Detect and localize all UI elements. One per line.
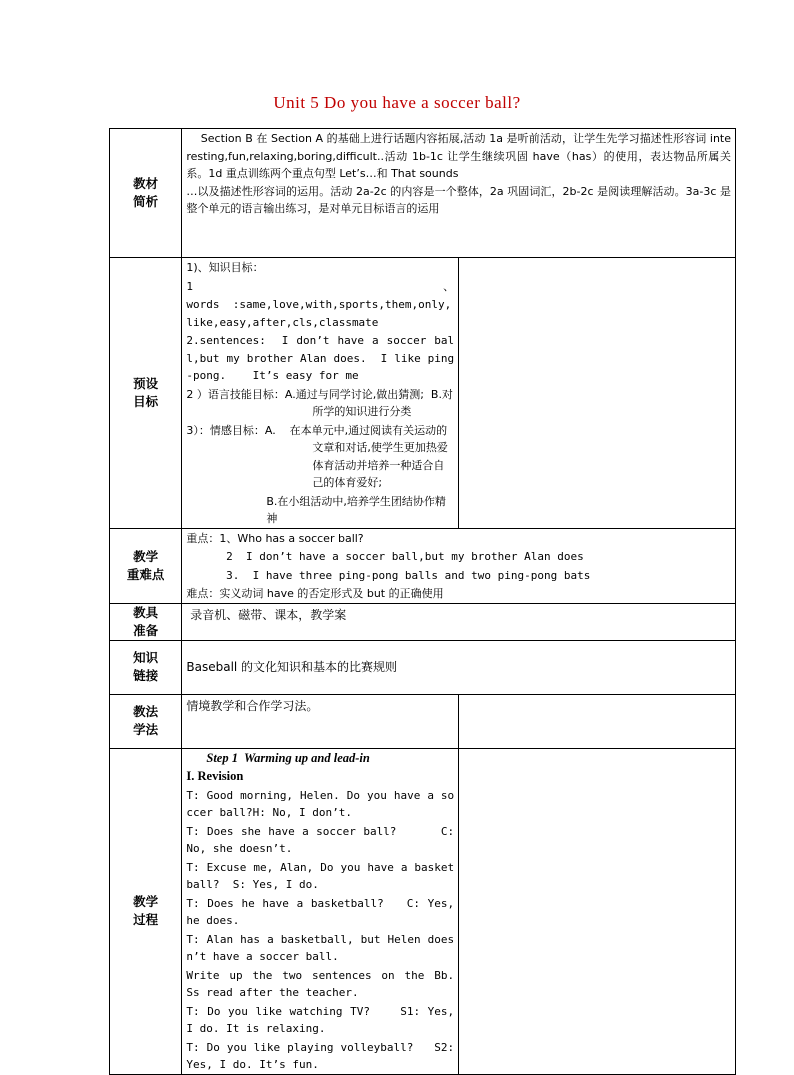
row-objectives — [110, 258, 736, 529]
key-point-line: 3. I have three ping-pong balls and two ping-pong bats — [186, 568, 591, 582]
row-label: 知识 链接 — [133, 650, 159, 683]
label-key-points — [110, 528, 182, 603]
objective-line: 3）：情感目标：A. 在本单元中,通过阅读有关运动的文章和对话,使学生更加热爱体育活动并培养一种适合自己的体育爱好; — [186, 423, 448, 489]
dialogue-line: T: Does she have a soccer ball? C: No, she doesn’t. — [186, 824, 461, 855]
objective-mark: 、 — [443, 279, 455, 293]
objective-line: words :same,love,with,sports,them,only,like,easy,after,cls,classmate — [186, 298, 452, 329]
row-key-points — [110, 528, 736, 603]
dialogue-line: T: Do you like watching TV? S1: Yes, I do. It is relaxing. — [186, 1004, 461, 1035]
row-label: 教学 重难点 — [126, 548, 165, 582]
row-methods — [110, 694, 736, 748]
objective-line: B.在小组活动中,培养学生团结协作精神 — [266, 494, 446, 525]
cell-key-points — [182, 528, 736, 603]
methods-text: 情境教学和合作学习法。 — [186, 698, 319, 713]
cell-knowledge — [182, 640, 736, 694]
lesson-plan-table — [109, 128, 736, 1075]
objective-number: 1 — [186, 279, 193, 293]
objective-line: 1)、知识目标： — [186, 261, 264, 274]
section-heading: I. Revision — [186, 769, 244, 783]
dialogue-line: T: Alan has a basketball, but Helen doesn’t have a soccer ball. — [186, 932, 455, 963]
row-label: 教材 简析 — [133, 176, 159, 209]
label-analysis — [110, 129, 182, 258]
label-materials — [110, 603, 182, 640]
cell-process — [182, 748, 481, 1074]
objective-line: 2.sentences: I don’t have a soccer ball,but my brother Alan does. I like ping-pong. It’s easy for me — [186, 334, 455, 382]
label-methods — [110, 694, 182, 748]
cell-objectives — [182, 258, 459, 529]
row-materials — [110, 603, 736, 640]
row-label: 教具 准备 — [133, 604, 159, 638]
dialogue-line: T: Does he have a basketball? C: Yes, he does. — [186, 896, 461, 927]
cell-objectives-extra — [459, 258, 736, 529]
key-point-line: 重点：1、Who has a soccer ball? — [186, 531, 364, 545]
label-process — [110, 748, 182, 1074]
row-label: 教学 过程 — [133, 894, 159, 927]
cell-process-extra — [459, 748, 736, 1074]
row-label: 教法 学法 — [133, 704, 159, 737]
page-title: Unit 5 Do you have a soccer ball? — [273, 93, 521, 112]
row-process — [110, 748, 736, 1074]
materials-text: 录音机、磁带、课本，教学案 — [186, 607, 347, 622]
row-label: 预设 目标 — [133, 375, 159, 409]
cell-analysis — [182, 129, 736, 258]
dialogue-line: Write up the two sentences on the Bb. Ss read after the teacher. — [186, 968, 481, 999]
process-lines — [182, 786, 481, 1074]
row-knowledge — [110, 640, 736, 694]
cell-materials — [182, 603, 736, 640]
key-point-line: 2 I don’t have a soccer ball,but my brother Alan does — [186, 550, 584, 563]
dialogue-line: T: Good morning, Helen. Do you have a soccer ball?H: No, I don’t. — [186, 788, 455, 819]
dialogue-line: T: Do you like playing volleyball? S2: Yes, I do. It’s fun. — [186, 1040, 461, 1071]
analysis-line: …以及描述性形容词的运用。活动 2a-2c 的内容是一个整体，2a 巩固词汇，2b-2c 是阅读理解活动。3a-3c 是整个单元的语言输出练习，是对单元目标语言的运用 — [186, 184, 731, 215]
label-objectives — [110, 258, 182, 529]
dialogue-line: T: Excuse me, Alan, Do you have a basketball? S: Yes, I do. — [186, 860, 455, 891]
row-analysis — [110, 129, 736, 258]
cell-methods-extra — [459, 694, 736, 748]
label-knowledge — [110, 640, 182, 694]
objective-line — [182, 277, 458, 296]
objective-line: 2 ）语言技能目标：A.通过与同学讨论,做出猜测; B.对所学的知识进行分类 — [186, 387, 453, 418]
analysis-line: Section B 在 Section A 的基础上进行话题内容拓展,活动 1a 是听前活动，让学生先学习描述性形容词 interesting,fun,relaxing,boring,difficult..活动 1b-1c 让学生继续巩固 have（has）的使用，表达物品所属关系。1d 重点训练两个重点句型 Let’s…和 That sounds — [186, 132, 731, 180]
cell-methods — [182, 694, 459, 748]
step-heading: Step 1 Warming up and lead-in — [206, 750, 370, 765]
knowledge-text: Baseball 的文化知识和基本的比赛规则 — [186, 659, 398, 674]
key-point-line: 难点：实义动词 have 的否定形式及 but 的正确使用 — [186, 587, 444, 600]
